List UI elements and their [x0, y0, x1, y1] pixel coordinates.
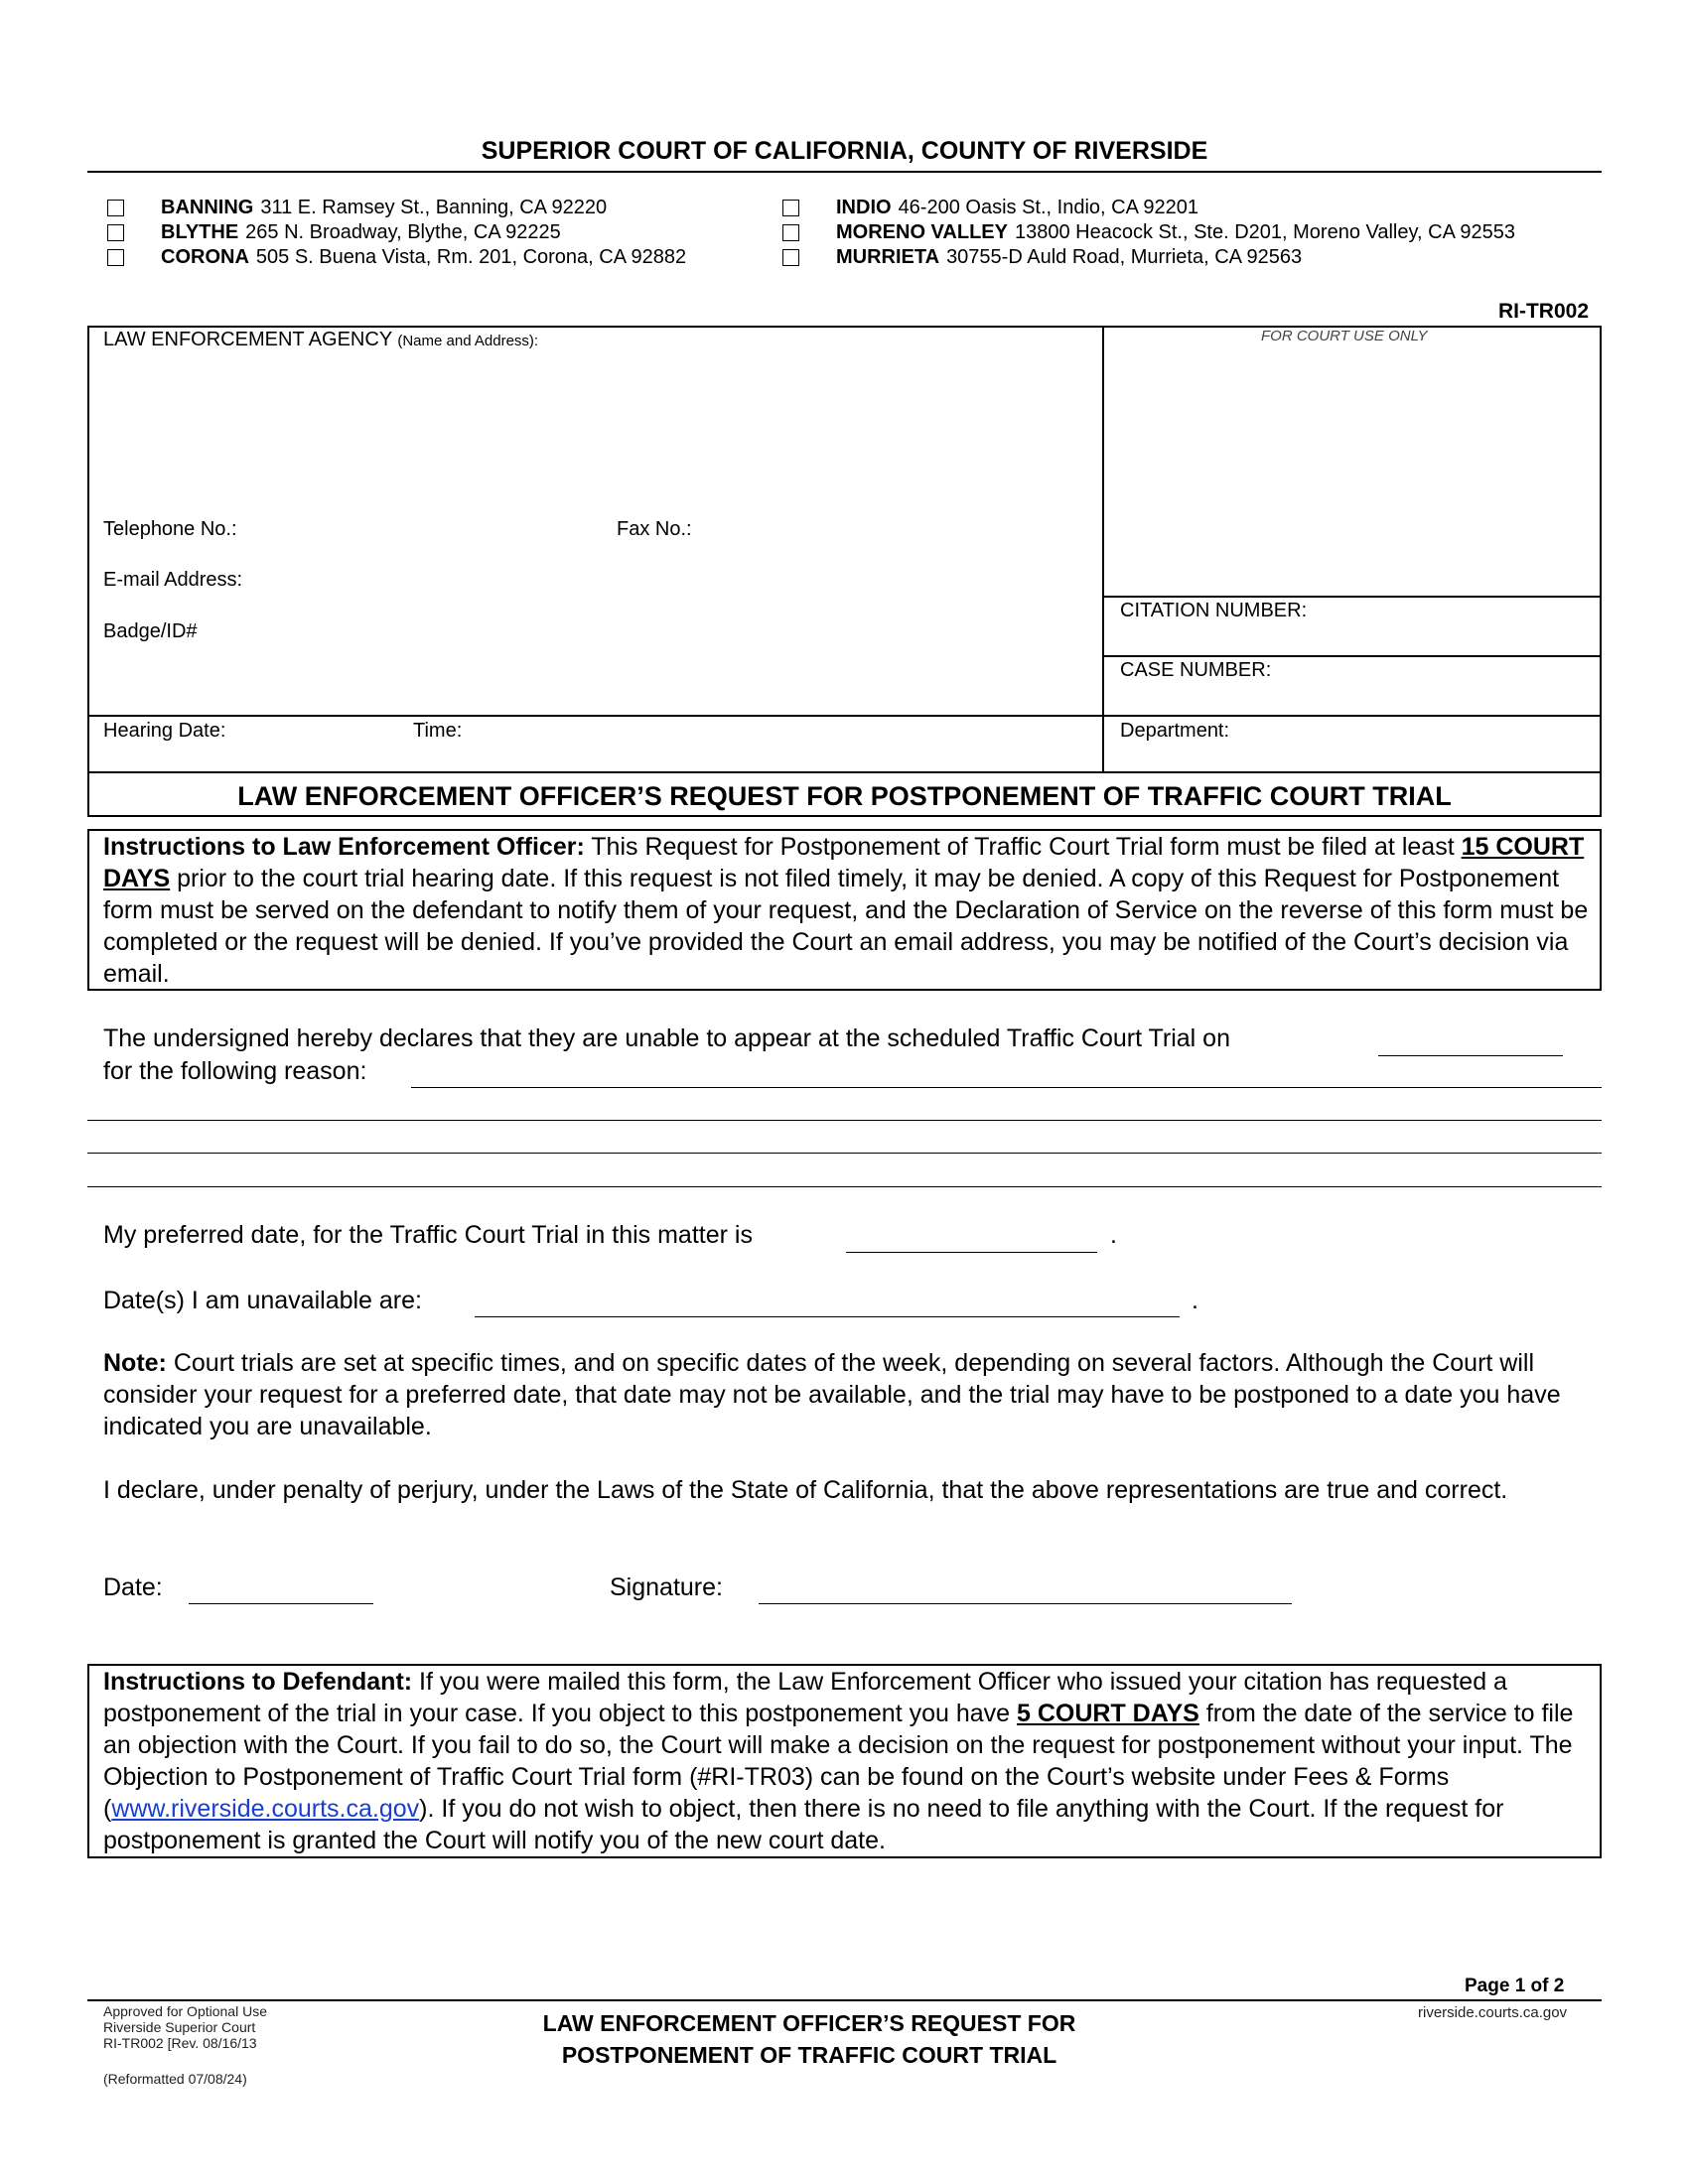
badge-label: Badge/ID#: [103, 620, 198, 642]
preferred-period: .: [1110, 1221, 1117, 1249]
date-label: Date:: [103, 1573, 163, 1601]
fifteen-court-days: 15 COURT DAYS: [103, 833, 1585, 892]
case-number-label: CASE NUMBER:: [1120, 659, 1272, 681]
form-number: RI-TR002: [1497, 300, 1589, 323]
telephone-label: Telephone No.:: [103, 518, 237, 540]
footer-title: LAW ENFORCEMENT OFFICER’S REQUEST FOR POSTPONEMENT OF TRAFFIC COURT TRIAL: [542, 2010, 1076, 2068]
footer-divider: [87, 1999, 1602, 2001]
signature-field[interactable]: [759, 1603, 1292, 1604]
fax-label: Fax No.:: [617, 518, 692, 540]
preferred-date-label: My preferred date, for the Traffic Court Trial in this matter is: [103, 1221, 753, 1249]
blythe-checkbox[interactable]: [107, 224, 124, 241]
location-banning[interactable]: BANNING 311 E. Ramsey St., Banning, CA 92220: [107, 197, 607, 219]
banning-checkbox[interactable]: [107, 200, 124, 216]
preferred-date-field[interactable]: [846, 1252, 1097, 1253]
reformatted-note: (Reformatted 07/08/24): [103, 2071, 247, 2087]
unavailable-dates-field[interactable]: [475, 1316, 1180, 1317]
hearing-date-label: Hearing Date:: [103, 720, 226, 742]
declaration-line2: for the following reason:: [103, 1057, 367, 1085]
citation-number-label: CITATION NUMBER:: [1120, 600, 1308, 621]
perjury-statement: I declare, under penalty of perjury, under the Laws of the State of California, that the above representations are true and correct.: [103, 1476, 1508, 1504]
location-indio[interactable]: INDIO 46-200 Oasis St., Indio, CA 92201: [782, 197, 1198, 219]
five-court-days: 5 COURT DAYS: [1017, 1700, 1199, 1727]
title-divider: [87, 171, 1602, 173]
corona-checkbox[interactable]: [107, 249, 124, 266]
time-label: Time:: [413, 720, 463, 742]
header-vertical-divider: [1102, 326, 1104, 773]
department-label: Department:: [1120, 720, 1230, 742]
reason-field-1[interactable]: [411, 1087, 1602, 1088]
email-label: E-mail Address:: [103, 569, 243, 591]
page-number: Page 1 of 2: [1465, 1976, 1565, 1996]
officer-instructions: Instructions to Law Enforcement Officer: This Request for Postponement of Traffic Court Trial form must be filed at least 15 COURT DAYS prior to the court trial hearing date. If this request is not filed timely, it may be denied. A copy of this Request for Postponement form must be served on the defendant to notify them of your request, and the Declaration of Service on the reverse of this form must be completed or the request will be denied. If you’ve provided the Court an email address, you may be notified of the Court’s decision via email.: [103, 833, 1589, 988]
location-murrieta[interactable]: MURRIETA 30755-D Auld Road, Murrieta, CA 92563: [782, 246, 1302, 269]
citation-divider: [1102, 655, 1602, 657]
court-use-label: FOR COURT USE ONLY: [1261, 328, 1428, 344]
agency-label: LAW ENFORCEMENT AGENCY (Name and Address):: [103, 329, 539, 350]
location-corona[interactable]: CORONA 505 S. Buena Vista, Rm. 201, Corona, CA 92882: [107, 246, 686, 269]
note-paragraph: Note: Court trials are set at specific times, and on specific dates of the week, depending on several factors. Although the Court will consider your request for a preferred date, that date may not be available, and the trial may have to be postponed to a date you have indicated you are unavailable.: [103, 1349, 1561, 1440]
approval-note: Approved for Optional Use Riverside Superior Court RI-TR002 [Rev. 08/16/13: [103, 2003, 267, 2051]
trial-date-field[interactable]: [1378, 1055, 1563, 1056]
reason-field-3[interactable]: [87, 1153, 1602, 1154]
court-website-link[interactable]: www.riverside.courts.ca.gov: [111, 1795, 420, 1823]
reason-field-4[interactable]: [87, 1186, 1602, 1187]
indio-checkbox[interactable]: [782, 200, 799, 216]
reason-field-2[interactable]: [87, 1120, 1602, 1121]
form-title: LAW ENFORCEMENT OFFICER’S REQUEST FOR POSTPONEMENT OF TRAFFIC COURT TRIAL: [237, 781, 1452, 811]
unavailable-dates-label: Date(s) I am unavailable are:: [103, 1287, 422, 1314]
signature-label: Signature:: [610, 1573, 723, 1601]
moreno-valley-checkbox[interactable]: [782, 224, 799, 241]
location-moreno-valley[interactable]: MORENO VALLEY 13800 Heacock St., Ste. D201, Moreno Valley, CA 92553: [782, 221, 1515, 244]
hearing-divider: [87, 715, 1602, 717]
location-blythe[interactable]: BLYTHE 265 N. Broadway, Blythe, CA 92225: [107, 221, 561, 244]
footer-website[interactable]: riverside.courts.ca.gov: [1418, 2004, 1568, 2021]
defendant-instructions: Instructions to Defendant: If you were mailed this form, the Law Enforcement Officer who issued your citation has requested a postponement of the trial in your case. If you object to this postponement you have 5 COURT DAYS from the date of the service to file an objection with the Court. If you fail to do so, the Court will make a decision on the request for postponement without your input. The Objection to Postponement of Traffic Court Trial form (#RI-TR03) can be found on the Court’s website under Fees & Forms (www.riverside.courts.ca.gov). If you do not wish to object, then there is no need to file anything with the Court. If the request for postponement is granted the Court will notify you of the new court date.: [103, 1668, 1574, 1854]
header-box: [87, 326, 1602, 773]
unavailable-period: .: [1192, 1287, 1198, 1314]
court-use-divider: [1102, 596, 1602, 598]
court-title: SUPERIOR COURT OF CALIFORNIA, COUNTY OF RIVERSIDE: [481, 137, 1208, 165]
date-field[interactable]: [189, 1603, 373, 1604]
murrieta-checkbox[interactable]: [782, 249, 799, 266]
declaration-line1: The undersigned hereby declares that they are unable to appear at the scheduled Traffic Court Trial on: [103, 1024, 1230, 1052]
agency-sublabel: (Name and Address):: [397, 333, 539, 349]
